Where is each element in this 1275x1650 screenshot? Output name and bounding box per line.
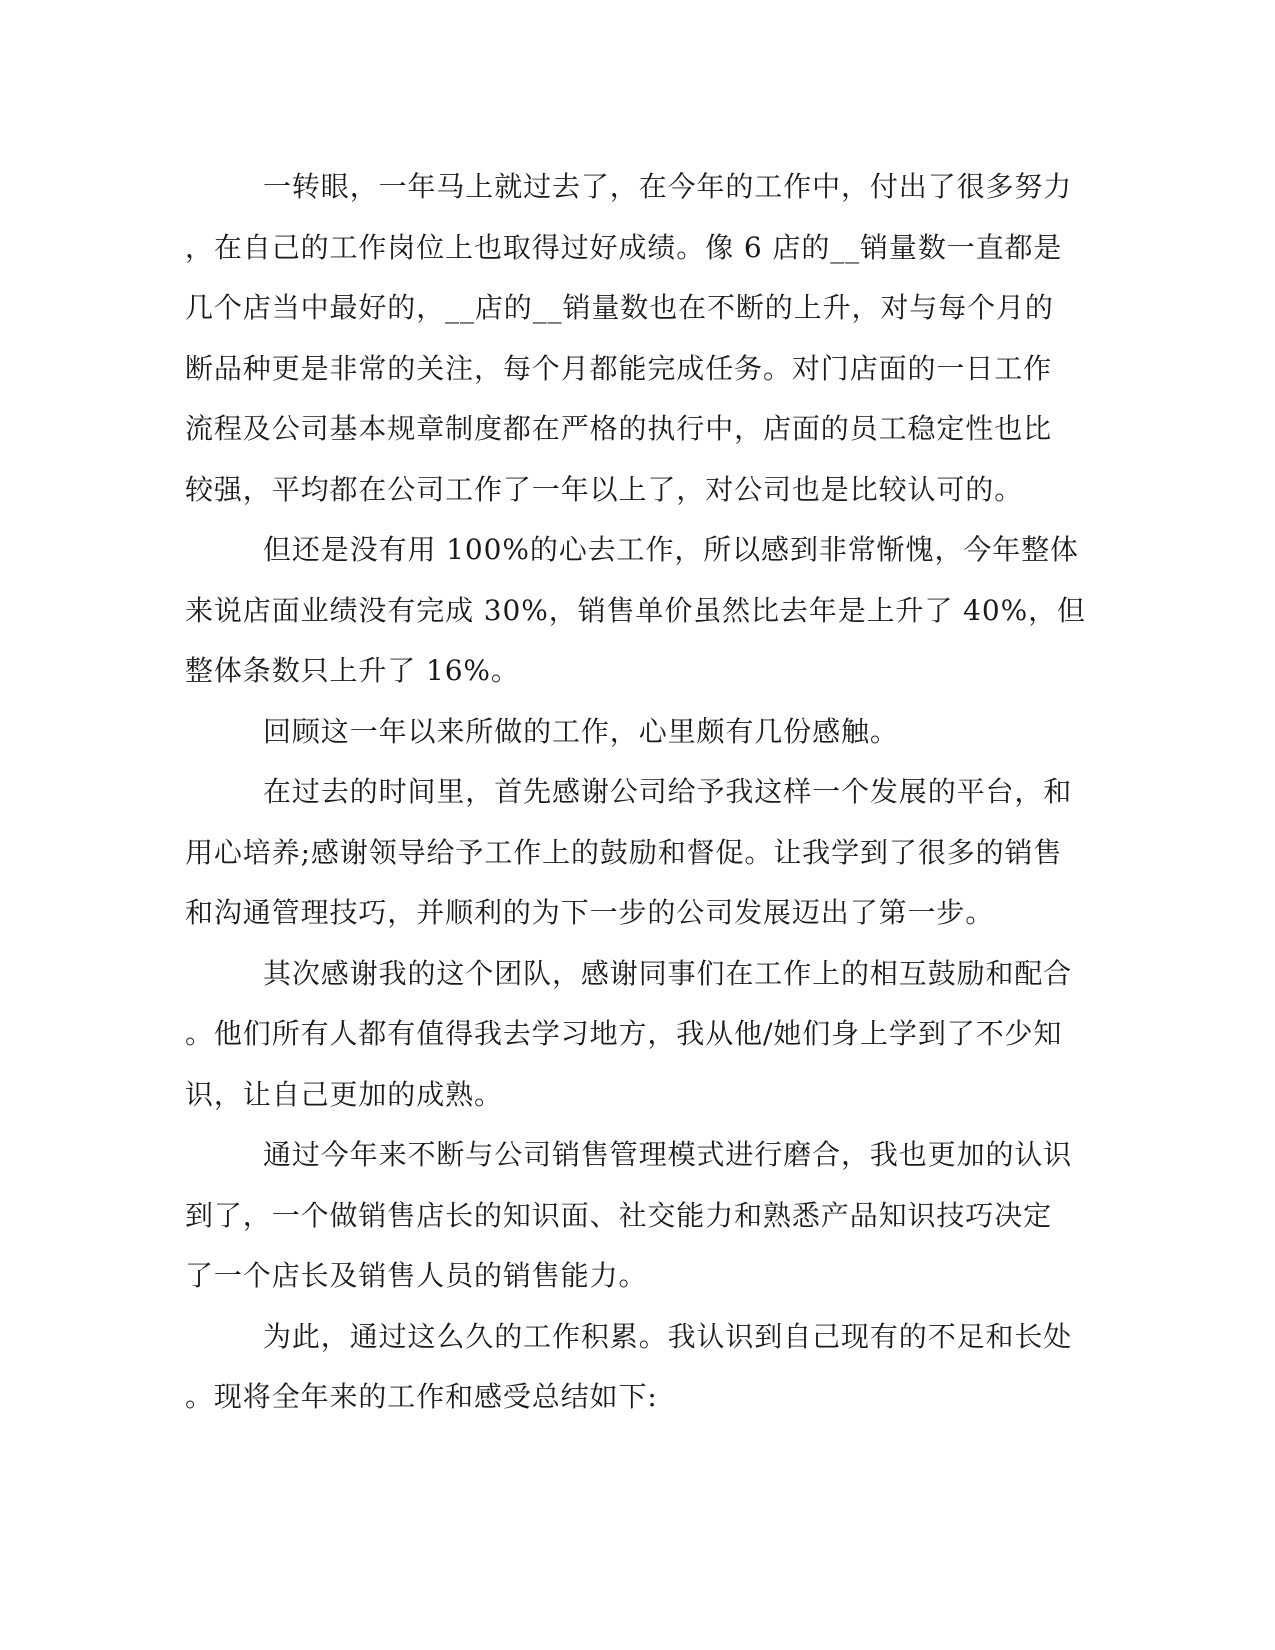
paragraph-thanks-team <box>185 944 1073 1126</box>
text-line: 一转眼，一年马上就过去了，在今年的工作中，付出了很多努力 <box>263 170 1073 203</box>
text-line: 在过去的时间里，首先感谢公司给予我这样一个发展的平台，和 <box>263 775 1073 808</box>
text-line: 通过今年来不断与公司销售管理模式进行磨合，我也更加的认识 <box>263 1138 1073 1171</box>
text-line: 了一个店长及销售人员的销售能力。 <box>185 1259 648 1292</box>
text-line: 几个店当中最好的，__店的__销量数也在不断的上升，对与每个月的 <box>185 291 1054 324</box>
document-body <box>185 157 1086 1428</box>
paragraph-review <box>185 702 1055 763</box>
text-line: 和沟通管理技巧，并顺利的为下一步的公司发展迈出了第一步。 <box>185 896 995 929</box>
text-line: 断品种更是非常的关注，每个月都能完成任务。对门店面的一日工作 <box>185 351 1053 385</box>
paragraph-intro <box>185 157 1073 520</box>
text-line: 。他们所有人都有值得我去学习地方，我从他/她们身上学到了不少知 <box>185 1017 1063 1050</box>
paragraph-thanks-company <box>185 762 1073 944</box>
text-line: 识，让自己更加的成熟。 <box>185 1077 503 1111</box>
text-line: ，在自己的工作岗位上也取得过好成绩。像 6 店的__销量数一直都是 <box>185 230 1063 264</box>
text-line: 。现将全年来的工作和感受总结如下: <box>185 1380 658 1413</box>
text-line: 整体条数只上升了 16%。 <box>185 654 520 687</box>
text-line: 较强，平均都在公司工作了一年以上了，对公司也是比较认可的。 <box>185 472 1024 506</box>
text-line: 回顾这一年以来所做的工作，心里颇有几份感触。 <box>263 714 899 748</box>
text-line: 为此，通过这么久的工作积累。我认识到自己现有的不足和长处 <box>263 1319 1073 1353</box>
paragraph-shortfall <box>185 520 1086 702</box>
text-line: 用心培养;感谢领导给予工作上的鼓励和督促。让我学到了很多的销售 <box>185 835 1063 869</box>
text-line: 来说店面业绩没有完成 30%，销售单价虽然比去年是上升了 40%，但 <box>185 593 1086 627</box>
paragraph-summary-intro <box>185 1307 1073 1428</box>
text-line: 到了，一个做销售店长的知识面、社交能力和熟悉产品知识技巧决定 <box>185 1198 1053 1232</box>
paragraph-insight <box>185 1125 1073 1307</box>
text-line: 流程及公司基本规章制度都在严格的执行中，店面的员工稳定性也比 <box>185 412 1053 445</box>
text-line: 其次感谢我的这个团队，感谢同事们在工作上的相互鼓励和配合 <box>263 956 1073 990</box>
text-line: 但还是没有用 100%的心去工作，所以感到非常惭愧，今年整体 <box>263 533 1079 566</box>
